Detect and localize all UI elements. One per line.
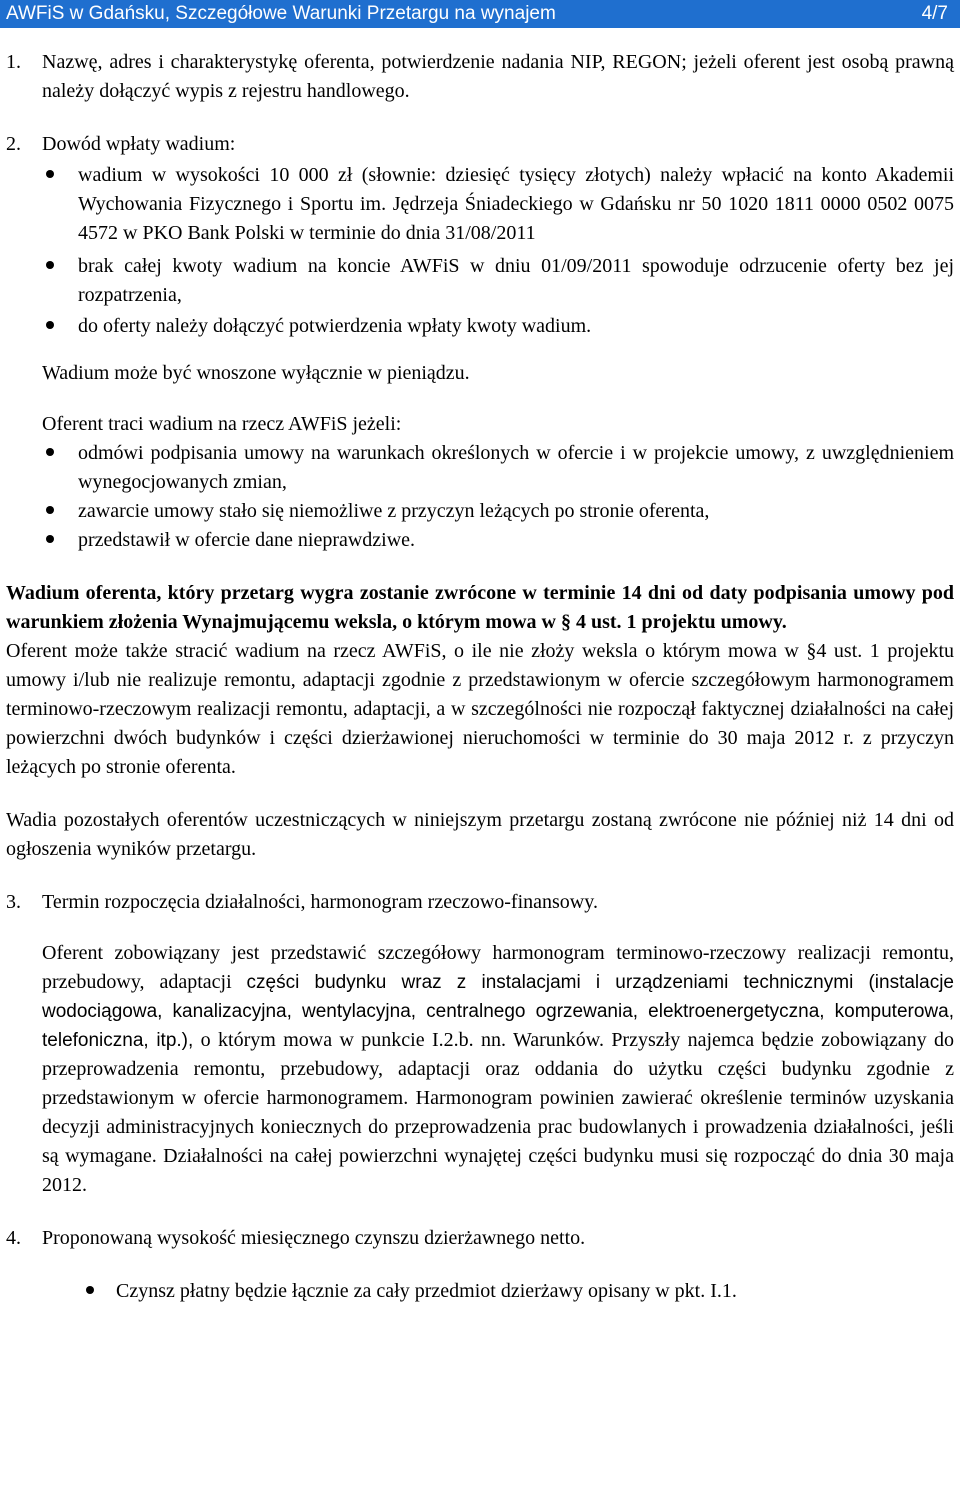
item-3 bbox=[6, 888, 954, 917]
page-number: 4/7 bbox=[921, 3, 948, 24]
bold-return-paragraph: Wadium oferenta, który przetarg wygra zostanie zwrócone w terminie 14 dni od daty podpisania umowy pod warunkiem złożenia Wynajmującemu weksla, o którym mowa w § 4 ust. 1 projektu umowy. bbox=[6, 582, 954, 633]
bullet-icon bbox=[6, 252, 78, 310]
deposit-loss-paragraph: Oferent może także stracić wadium na rzecz AWFiS, o ile nie złoży weksla o którym mowa w §4 ust. 1 projektu umowy i/lub nie realizuje remontu, adaptacji zgodnie z przedstawionym w ofercie szczegółowym harmonogramem terminowo-rzeczowym realizacji remontu, adaptacji, a w szczególności nie rozpoczął faktycznej działalności na całej powierzchni dwóch budynków i części dzierżawionej nieruchomości w terminie do 30 maja 2012 r. z przyczyn leżących po stronie oferenta. bbox=[6, 640, 954, 778]
item-3-number: 3. bbox=[6, 891, 21, 913]
bullet-icon bbox=[6, 497, 78, 526]
item-1-text: Nazwę, adres i charakterystykę oferenta, potwierdzenie nadania NIP, REGON; jeżeli oferent jest osobą prawną należy dołączyć wypis z rejestru handlowego. bbox=[42, 51, 954, 102]
page-header bbox=[0, 0, 960, 28]
item-3-body-c: o którym mowa w punkcie I.2.b. nn. Warunków. Przyszły najemca będzie zobowiązany do przeprowadzenia remontu, przebudowy, adaptacji oraz oddania do użytku części budynku zgodnie z przedstawionym w ofercie harmonogramem. Harmonogram powinien zawierać określenie terminów uzyskania decyzji administracyjnych koniecznych do przeprowadzenia prac budowlanych i prowadzenia działalności, jeśli są wymagane. Działalności na całej powierzchni wynajętej części budynku musi się rozpocząć do dnia 30 maja 2012. bbox=[42, 1029, 954, 1196]
bullet-text: brak całej kwoty wadium na koncie AWFiS w dniu 01/09/2011 spowoduje odrzucenie oferty bez jej rozpatrzenia, bbox=[78, 255, 954, 306]
bullet-icon bbox=[6, 1277, 116, 1306]
item-3-body bbox=[6, 939, 954, 1200]
bullet-icon bbox=[6, 526, 78, 555]
loss-bullets bbox=[6, 439, 954, 555]
bullet-icon bbox=[6, 439, 78, 497]
deposit-return-paragraph: Wadia pozostałych oferentów uczestniczących w niniejszym przetargu zostaną zwrócone nie później niż 14 dni od ogłoszenia wyników przetargu. bbox=[6, 809, 954, 860]
document-body bbox=[6, 48, 954, 1306]
item-2 bbox=[6, 130, 954, 159]
item-2-title: Dowód wpłaty wadium: bbox=[42, 133, 236, 155]
bullet-text: odmówi podpisania umowy na warunkach określonych w ofercie i w projekcie umowy, z uwzględnieniem wynegocjowanych zmian, bbox=[78, 442, 954, 493]
bullet-text: wadium w wysokości 10 000 zł (słownie: dziesięć tysięcy złotych) należy wpłacić na konto Akademii Wychowania Fizycznego i Sportu im. Jędrzeja Śniadeckiego w Gdańsku nr 50 1020 1811 0000 0502 0075 4572 w PKO Bank Polski w terminie do dnia 31/08/2011 bbox=[78, 164, 954, 244]
bullet-icon bbox=[6, 161, 78, 248]
item-1 bbox=[6, 48, 954, 106]
list-item bbox=[6, 161, 954, 248]
bullet-text: przedstawił w ofercie dane nieprawdziwe. bbox=[78, 529, 416, 551]
cash-note: Wadium może być wnoszone wyłącznie w pieniądzu. bbox=[42, 362, 470, 384]
item-1-number: 1. bbox=[6, 51, 21, 73]
list-item bbox=[6, 1277, 954, 1306]
item-4-title: Proponowaną wysokość miesięcznego czynszu dzierżawnego netto. bbox=[42, 1227, 586, 1249]
loss-intro: Oferent traci wadium na rzecz AWFiS jeżeli: bbox=[42, 413, 402, 435]
item-3-title: Termin rozpoczęcia działalności, harmonogram rzeczowo-finansowy. bbox=[42, 891, 598, 913]
item-4-number: 4. bbox=[6, 1227, 21, 1249]
rent-bullets bbox=[6, 1277, 954, 1306]
bullet-text: zawarcie umowy stało się niemożliwe z przyczyn leżących po stronie oferenta, bbox=[78, 500, 710, 522]
header-title: AWFiS w Gdańsku, Szczegółowe Warunki Przetargu na wynajem bbox=[6, 3, 556, 24]
bullet-text: do oferty należy dołączyć potwierdzenia wpłaty kwoty wadium. bbox=[78, 315, 592, 337]
list-item bbox=[6, 439, 954, 497]
deposit-bullets bbox=[6, 161, 954, 341]
bullet-icon bbox=[6, 312, 78, 341]
item-3-body-a: Oferent zobowiązany jest przedstawić szczegółowy harmonogram terminowo-rzeczowy realizacji remontu, przebudowy, adaptacji bbox=[42, 942, 954, 993]
list-item bbox=[6, 497, 954, 526]
list-item bbox=[6, 312, 954, 341]
item-4 bbox=[6, 1224, 954, 1253]
bullet-text: Czynsz płatny będzie łącznie za cały przedmiot dzierżawy opisany w pkt. I.1. bbox=[116, 1280, 737, 1302]
list-item bbox=[6, 526, 954, 555]
item-2-number: 2. bbox=[6, 133, 21, 155]
item-3-body-b: części budynku wraz z instalacjami i urządzeniami technicznymi (instalacje wodociągowa, kanalizacyjna, wentylacyjna, centralnego ogrzewania, elektroenergetyczna, komputerowa, telefoniczna, itp.), bbox=[42, 972, 954, 1051]
list-item bbox=[6, 252, 954, 310]
